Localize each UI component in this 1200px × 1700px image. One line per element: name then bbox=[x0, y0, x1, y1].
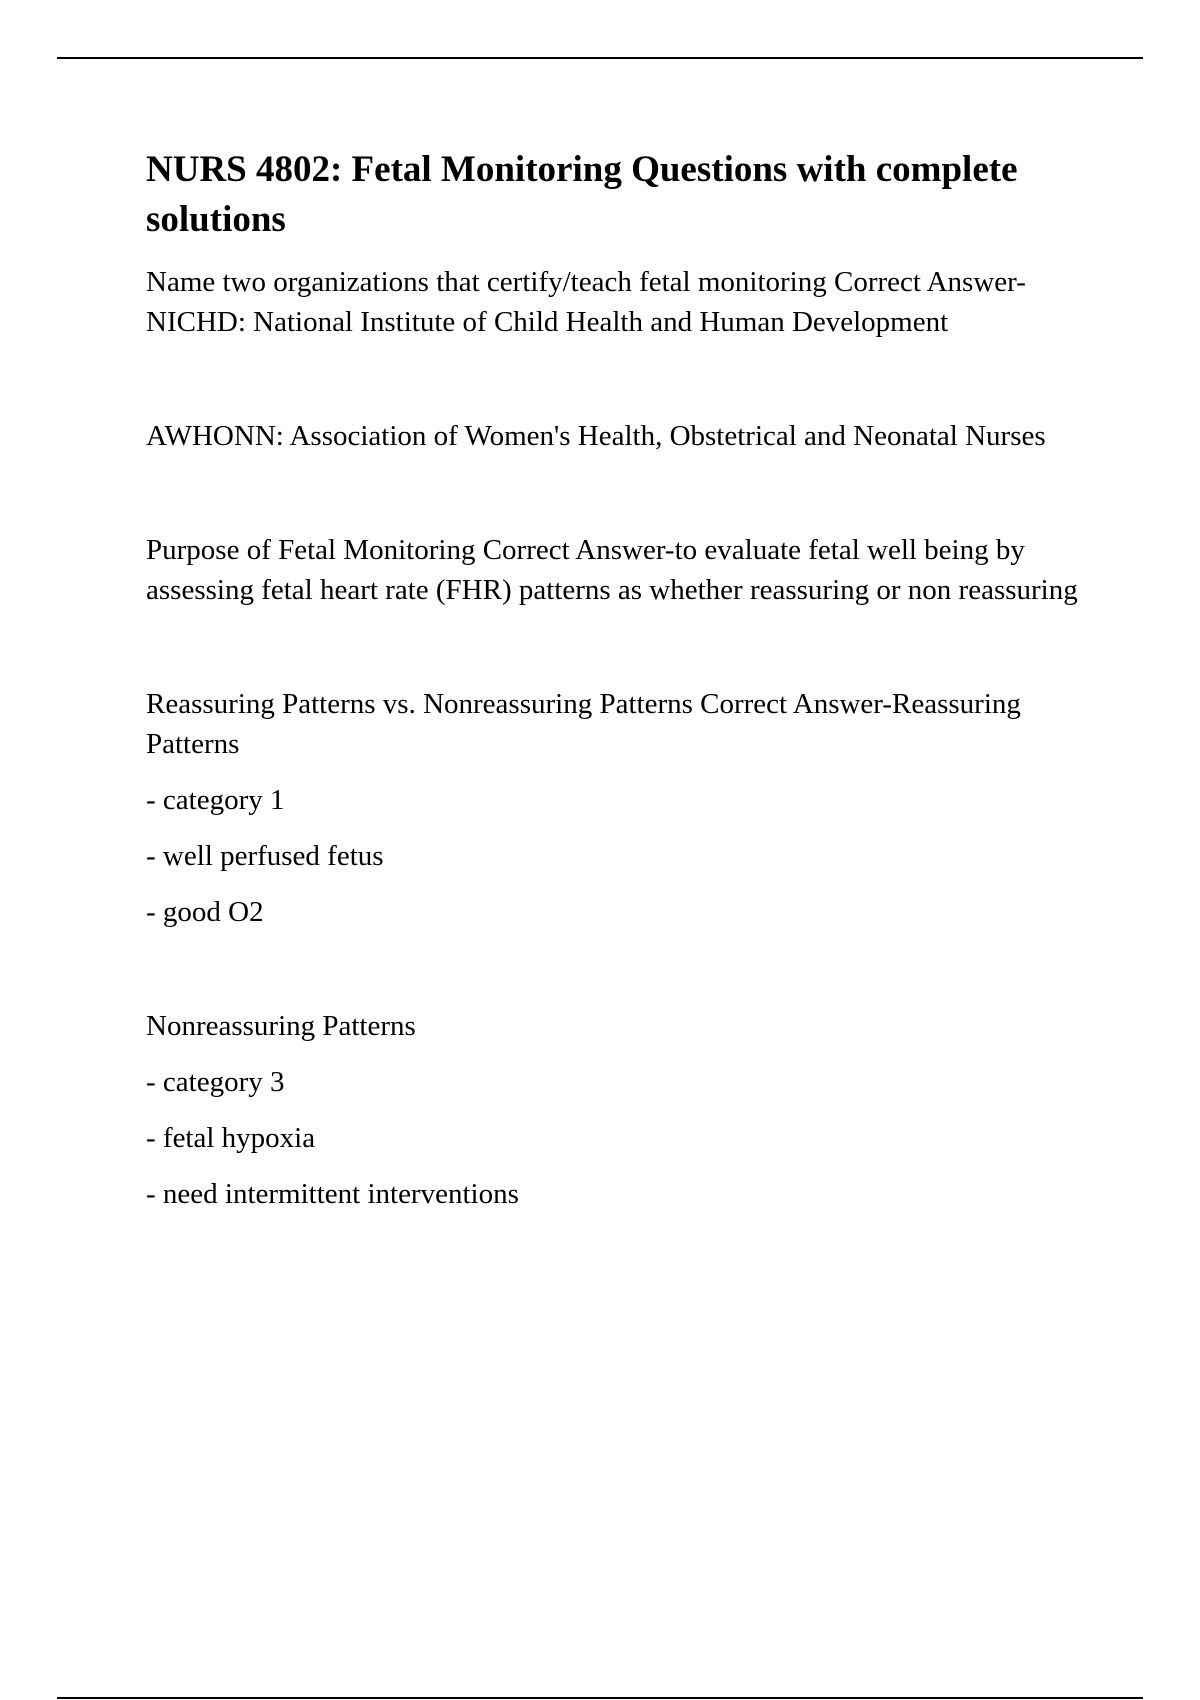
qa-paragraph: Name two organizations that certify/teach fetal monitoring Correct Answer-NICHD: National Institute of Child Health and Human Development bbox=[146, 266, 1026, 338]
section-heading: Nonreassuring Patterns bbox=[146, 1010, 416, 1042]
list-item: - good O2 bbox=[146, 896, 264, 928]
document-title: NURS 4802: Fetal Monitoring Questions with complete solutions bbox=[146, 149, 1018, 240]
document-body bbox=[146, 145, 1096, 1214]
list-item: - fetal hypoxia bbox=[146, 1122, 316, 1154]
qa-paragraph: Purpose of Fetal Monitoring Correct Answer-to evaluate fetal well being by assessing fetal heart rate (FHR) patterns as whether reassuring or non reassuring bbox=[146, 534, 1078, 606]
list-item: - need intermittent interventions bbox=[146, 1178, 519, 1210]
qa-paragraph: AWHONN: Association of Women's Health, Obstetrical and Neonatal Nurses bbox=[146, 420, 1046, 452]
top-rule bbox=[57, 57, 1143, 59]
list-item: - well perfused fetus bbox=[146, 840, 384, 872]
list-item: - category 1 bbox=[146, 784, 285, 816]
bottom-rule bbox=[57, 1697, 1143, 1699]
qa-paragraph: Reassuring Patterns vs. Nonreassuring Patterns Correct Answer-Reassuring Patterns bbox=[146, 688, 1021, 760]
list-item: - category 3 bbox=[146, 1066, 285, 1098]
